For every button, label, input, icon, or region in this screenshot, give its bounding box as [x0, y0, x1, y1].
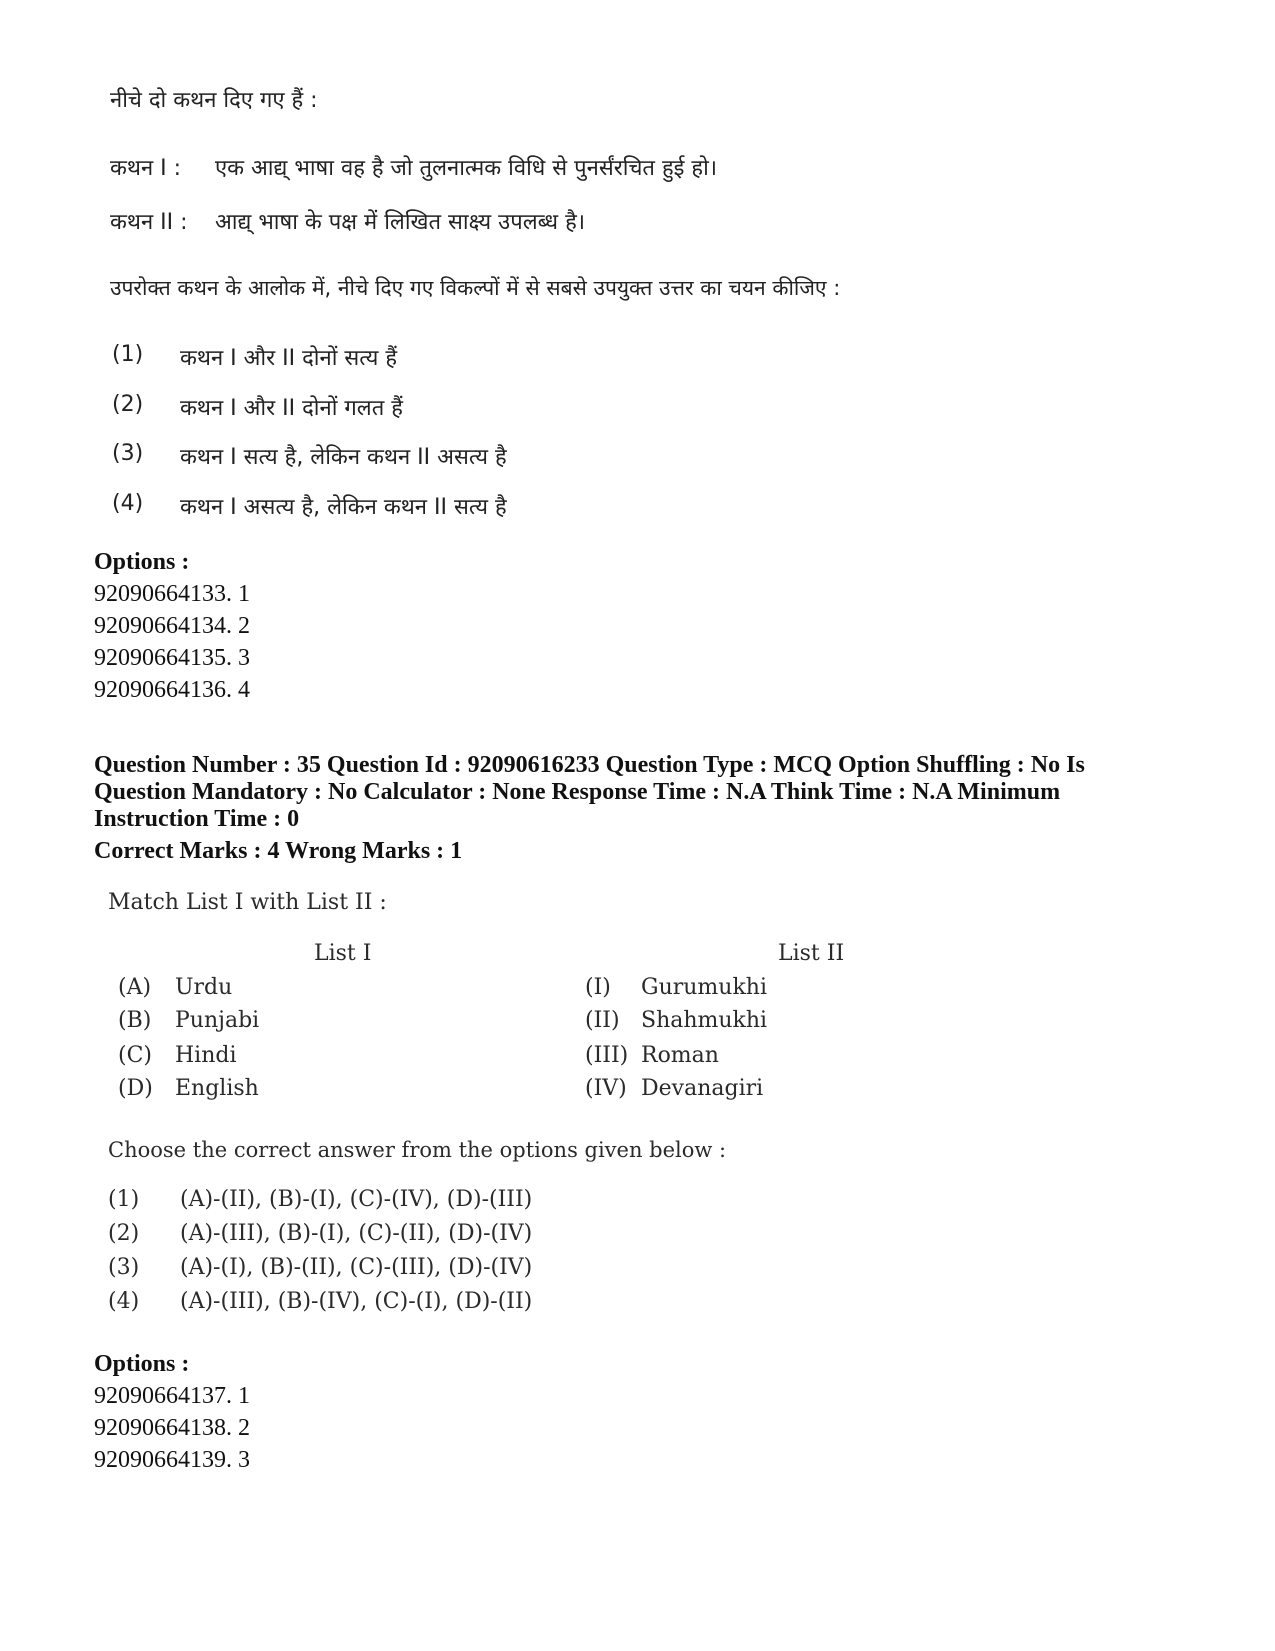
q34-choice-num: (3) — [112, 441, 144, 466]
q34-options-heading: Options : — [94, 549, 190, 575]
q34-statement2-label: कथन II : — [110, 210, 188, 235]
list2-item-label: (II) — [585, 1008, 620, 1033]
list1-item-text: Hindi — [175, 1043, 237, 1068]
list1-item-text: Punjabi — [175, 1008, 260, 1033]
list1-item-text: Urdu — [175, 975, 233, 1000]
q35-choice-text: (A)-(II), (B)-(I), (C)-(IV), (D)-(III) — [180, 1187, 533, 1212]
q35-marks: Correct Marks : 4 Wrong Marks : 1 — [94, 838, 463, 864]
q34-choice-num: (1) — [112, 342, 144, 367]
q35-match-title: Match List I with List II : — [108, 890, 387, 915]
list1-item-label: (D) — [118, 1076, 153, 1101]
list1-item-text: English — [175, 1076, 259, 1101]
q35-meta-line2: Question Mandatory : No Calculator : None Response Time : N.A Think Time : N.A Minimum — [94, 779, 1061, 805]
q35-choice-text: (A)-(III), (B)-(IV), (C)-(I), (D)-(II) — [180, 1289, 533, 1314]
list2-item-label: (I) — [585, 975, 611, 1000]
q34-option: 92090664133. 1 — [94, 581, 250, 607]
list1-header: List I — [314, 941, 372, 966]
q34-option: 92090664135. 3 — [94, 645, 250, 671]
q34-statement1-label: कथन I : — [110, 156, 182, 181]
q35-choice-num: (3) — [108, 1255, 140, 1280]
q35-option: 92090664139. 3 — [94, 1447, 250, 1473]
list1-item-label: (A) — [118, 975, 152, 1000]
list1-item-label: (C) — [118, 1043, 152, 1068]
q34-choice-text: कथन I और II दोनों गलत हैं — [180, 396, 403, 421]
q35-choice-text: (A)-(I), (B)-(II), (C)-(III), (D)-(IV) — [180, 1255, 533, 1280]
q35-choice-num: (2) — [108, 1221, 140, 1246]
q34-choice-num: (4) — [112, 491, 144, 516]
q35-choice-num: (1) — [108, 1187, 140, 1212]
q34-option: 92090664134. 2 — [94, 613, 250, 639]
q34-choice-text: कथन I असत्य है, लेकिन कथन II सत्य है — [180, 495, 507, 520]
q34-statement2-text: आद्य् भाषा के पक्ष में लिखित साक्ष्य उपलब्ध है। — [215, 210, 586, 235]
q35-meta-line1: Question Number : 35 Question Id : 92090616233 Question Type : MCQ Option Shuffling : No Is — [94, 752, 1085, 778]
q35-choose-text: Choose the correct answer from the options given below : — [108, 1138, 727, 1162]
q34-intro: नीचे दो कथन दिए गए हैं : — [110, 88, 318, 113]
list2-item-text: Gurumukhi — [641, 975, 767, 1000]
q35-options-heading: Options : — [94, 1351, 190, 1377]
list2-item-text: Roman — [641, 1043, 719, 1068]
q35-option: 92090664137. 1 — [94, 1383, 250, 1409]
q34-statement1-text: एक आद्य् भाषा वह है जो तुलनात्मक विधि से पुनर्संरचित हुई हो। — [215, 156, 718, 181]
q35-meta-line3: Instruction Time : 0 — [94, 806, 300, 832]
q34-option: 92090664136. 4 — [94, 677, 250, 703]
q34-choice-num: (2) — [112, 392, 144, 417]
q34-choice-text: कथन I और II दोनों सत्य हैं — [180, 346, 398, 371]
q35-choice-num: (4) — [108, 1289, 140, 1314]
q35-choice-text: (A)-(III), (B)-(I), (C)-(II), (D)-(IV) — [180, 1221, 533, 1246]
list2-item-text: Devanagiri — [641, 1076, 764, 1101]
list2-item-label: (IV) — [585, 1076, 627, 1101]
list2-header: List II — [778, 941, 845, 966]
list2-item-label: (III) — [585, 1043, 629, 1068]
q35-option: 92090664138. 2 — [94, 1415, 250, 1441]
list1-item-label: (B) — [118, 1008, 152, 1033]
q34-instruction: उपरोक्त कथन के आलोक में, नीचे दिए गए विकल्पों में से सबसे उपयुक्त उत्तर का चयन कीजिए : — [110, 276, 841, 300]
q34-choice-text: कथन I सत्य है, लेकिन कथन II असत्य है — [180, 445, 507, 470]
list2-item-text: Shahmukhi — [641, 1008, 768, 1033]
